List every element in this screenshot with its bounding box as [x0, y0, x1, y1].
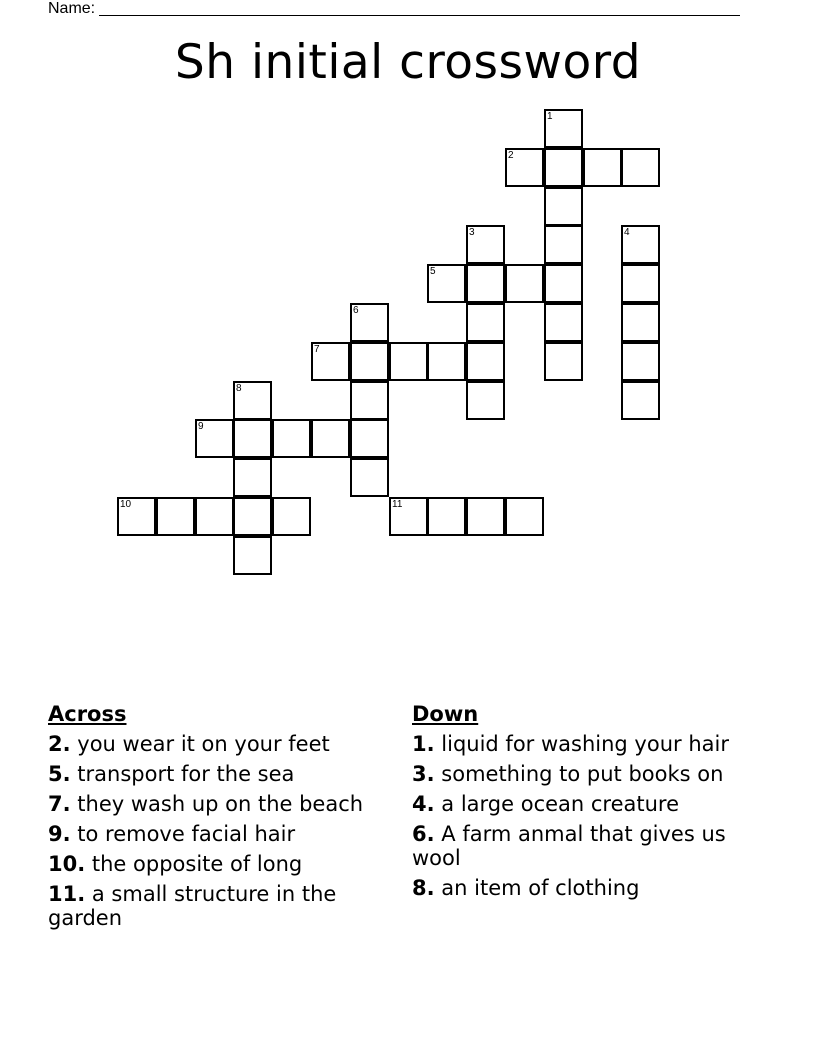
- clue-number: 6: [353, 305, 359, 316]
- crossword-cell[interactable]: [195, 419, 234, 458]
- clue-number: 2.: [48, 732, 71, 756]
- down-clue: [412, 876, 757, 900]
- clue-text: transport for the sea: [77, 762, 295, 786]
- down-heading: Down: [412, 702, 479, 726]
- clue-text: an item of clothing: [441, 876, 640, 900]
- crossword-cell[interactable]: [544, 342, 583, 381]
- clue-text: something to put books on: [441, 762, 724, 786]
- crossword-cell[interactable]: [233, 458, 272, 497]
- clue-number: 8: [236, 383, 242, 394]
- crossword-cell[interactable]: [544, 225, 583, 264]
- across-clue: [48, 792, 388, 816]
- down-clue-list: [412, 732, 757, 900]
- clue-number: 3.: [412, 762, 435, 786]
- clue-number: 4.: [412, 792, 435, 816]
- crossword-cell[interactable]: [350, 381, 389, 420]
- clue-number: 9: [198, 421, 204, 432]
- clue-number: 5: [430, 266, 436, 277]
- clue-number: 11: [392, 499, 403, 510]
- clue-text: A farm anmal that gives us wool: [412, 822, 726, 870]
- crossword-cell[interactable]: [350, 342, 389, 381]
- crossword-cell[interactable]: [466, 381, 505, 420]
- crossword-cell[interactable]: [505, 264, 544, 303]
- crossword-cell[interactable]: [195, 497, 234, 536]
- crossword-cell[interactable]: [621, 303, 660, 342]
- name-label: Name:: [48, 0, 96, 17]
- clue-text: the opposite of long: [91, 852, 303, 876]
- crossword-cell[interactable]: [466, 303, 505, 342]
- clue-number: 1: [547, 111, 553, 122]
- clue-number: 1.: [412, 732, 435, 756]
- down-clue: [412, 792, 757, 816]
- clue-number: 10.: [48, 852, 86, 876]
- crossword-cell[interactable]: [117, 497, 156, 536]
- across-heading: Across: [48, 702, 127, 726]
- crossword-cell[interactable]: [466, 264, 505, 303]
- clue-text: a large ocean creature: [441, 792, 680, 816]
- crossword-cell[interactable]: [427, 264, 466, 303]
- across-clues: [48, 702, 388, 936]
- crossword-cell[interactable]: [427, 342, 466, 381]
- crossword-cell[interactable]: [350, 419, 389, 458]
- across-clue: [48, 822, 388, 846]
- clue-number: 10: [120, 499, 132, 510]
- crossword-cell[interactable]: [466, 342, 505, 381]
- crossword-cell[interactable]: [544, 264, 583, 303]
- across-clue-list: [48, 732, 388, 930]
- crossword-cell[interactable]: [544, 187, 583, 226]
- across-clue: [48, 762, 388, 786]
- crossword-cell[interactable]: [350, 303, 389, 342]
- down-clue: [412, 732, 757, 756]
- crossword-cell[interactable]: [505, 148, 544, 187]
- crossword-cell[interactable]: [311, 419, 350, 458]
- crossword-cell[interactable]: [427, 497, 466, 536]
- clue-number: 3: [469, 227, 475, 238]
- crossword-cell[interactable]: [621, 264, 660, 303]
- crossword-cell[interactable]: [272, 419, 311, 458]
- crossword-cell[interactable]: [233, 381, 272, 420]
- clue-text: to remove facial hair: [77, 822, 296, 846]
- crossword-cell[interactable]: [350, 458, 389, 497]
- clue-number: 2: [508, 150, 514, 161]
- across-clue: [48, 852, 388, 876]
- crossword-cell[interactable]: [466, 497, 505, 536]
- crossword-cell[interactable]: [466, 225, 505, 264]
- clue-number: 11.: [48, 882, 86, 906]
- crossword-cell[interactable]: [544, 109, 583, 148]
- down-clue: [412, 762, 757, 786]
- clue-number: 6.: [412, 822, 435, 846]
- clue-text: they wash up on the beach: [77, 792, 364, 816]
- clue-text: a small structure in the garden: [48, 882, 337, 930]
- crossword-cell[interactable]: [233, 419, 272, 458]
- crossword-cell[interactable]: [583, 148, 622, 187]
- crossword-cell[interactable]: [621, 148, 660, 187]
- crossword-cell[interactable]: [233, 536, 272, 575]
- crossword-cell[interactable]: [505, 497, 544, 536]
- clue-number: 7.: [48, 792, 71, 816]
- crossword-cell[interactable]: [389, 342, 428, 381]
- down-clue: [412, 822, 757, 870]
- crossword-cell[interactable]: [621, 342, 660, 381]
- page-title: Sh initial crossword: [174, 35, 642, 90]
- clue-number: 9.: [48, 822, 71, 846]
- clue-number: 5.: [48, 762, 71, 786]
- down-clues: [412, 702, 757, 906]
- crossword-cell[interactable]: [544, 148, 583, 187]
- clue-number: 8.: [412, 876, 435, 900]
- crossword-cell[interactable]: [233, 497, 272, 536]
- across-clue: [48, 882, 388, 930]
- across-clue: [48, 732, 388, 756]
- crossword-cell[interactable]: [389, 497, 428, 536]
- crossword-cell[interactable]: [621, 225, 660, 264]
- crossword-cell[interactable]: [156, 497, 195, 536]
- crossword-cell[interactable]: [621, 381, 660, 420]
- crossword-cell[interactable]: [544, 303, 583, 342]
- crossword-cell[interactable]: [272, 497, 311, 536]
- clue-text: you wear it on your feet: [77, 732, 330, 756]
- clue-number: 4: [624, 227, 630, 238]
- clue-text: liquid for washing your hair: [441, 732, 729, 756]
- clue-number: 7: [314, 344, 320, 355]
- crossword-cell[interactable]: [311, 342, 350, 381]
